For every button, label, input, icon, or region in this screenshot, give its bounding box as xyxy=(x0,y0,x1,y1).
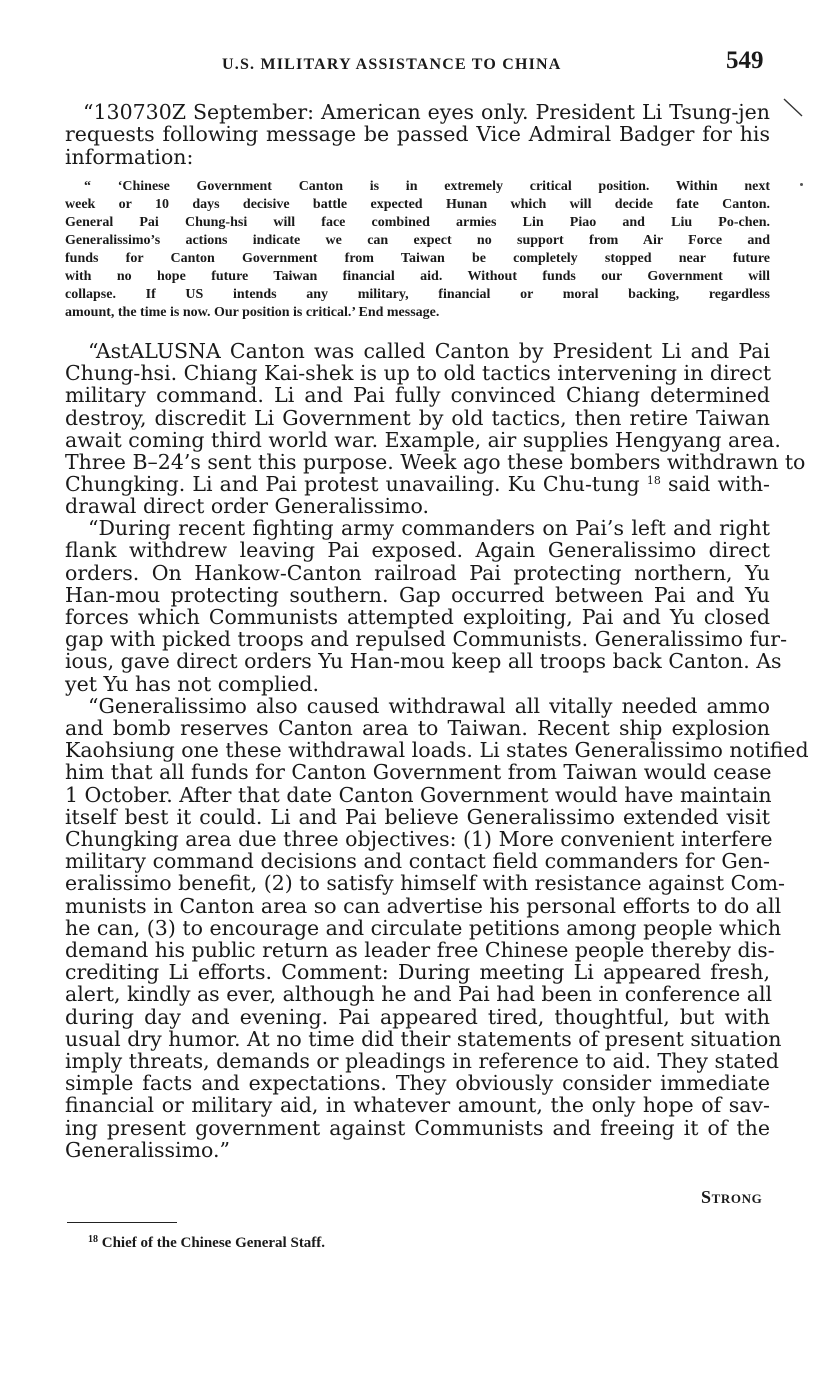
body-line: ing present government against Communists and freeing it of the xyxy=(65,1116,770,1140)
body-line: crediting Li efforts. Comment: During meeting Li appeared fresh, xyxy=(65,960,770,984)
body-line: him that all funds for Canton Government from Taiwan would cease xyxy=(65,760,772,784)
body-line: Kaohsiung one these withdrawal loads. Li states Generalissimo notified xyxy=(65,738,809,762)
body-line: Han-mou protecting southern. Gap occurred between Pai and Yu xyxy=(65,583,770,607)
body-line: military command. Li and Pai fully convinced Chiang determined xyxy=(65,383,770,407)
body-line: await coming third world war. Example, air supplies Hengyang area. xyxy=(65,428,781,452)
quote-line: Generalissimo’s actions indicate we can expect no support from Air Force and xyxy=(65,233,770,248)
body-line: itself best it could. Li and Pai believe Generalissimo extended visit xyxy=(65,805,770,829)
margin-pencil-mark xyxy=(782,97,804,119)
body-line: Generalissimo.” xyxy=(65,1138,230,1162)
body-line: eralissimo benefit, (2) to satisfy himself with resistance against Com- xyxy=(65,871,785,895)
quote-line: amount, the time is now. Our position is critical.’ End message. xyxy=(65,305,440,320)
quote-line: week or 10 days decisive battle expected Hunan which will decide fate Canton. xyxy=(65,197,770,212)
body-line: munists in Canton area so can advertise his personal efforts to do all xyxy=(65,894,782,918)
body-line: destroy, discredit Li Government by old tactics, then retire Taiwan xyxy=(65,406,770,430)
page-number: 549 xyxy=(726,47,764,74)
footnote-rule xyxy=(67,1222,177,1223)
body-line: demand his public return as leader free Chinese people thereby dis- xyxy=(65,938,775,962)
body-line: forces which Communists attempted exploiting, Pai and Yu closed xyxy=(65,605,770,629)
body-line: imply threats, demands or pleadings in reference to aid. They stated xyxy=(65,1049,779,1073)
body-text: Chungking. Li and Pai protest unavailing. Ku Chu-tung xyxy=(65,472,640,496)
body-line: he can, (3) to encourage and circulate petitions among people which xyxy=(65,916,782,940)
body-line: gap with picked troops and repulsed Communists. Generalissimo fur- xyxy=(65,627,788,651)
body-line: “AstALUSNA Canton was called Canton by President Li and Pai xyxy=(88,339,770,363)
running-head: U.S. MILITARY ASSISTANCE TO CHINA xyxy=(222,56,562,73)
body-line: flank withdrew leaving Pai exposed. Again Generalissimo direct xyxy=(65,538,770,562)
footnote-ref-18: 18 xyxy=(646,474,661,487)
footnote-18 xyxy=(88,1235,325,1252)
body-line: drawal direct order Generalissimo. xyxy=(65,494,430,518)
body-line: “During recent fighting army commanders on Pai’s left and right xyxy=(88,516,770,540)
body-line: Three B–24’s sent this purpose. Week ago these bombers withdrawn to xyxy=(65,450,806,474)
body-line: Chungking area due three objectives: (1) More convenient interfere xyxy=(65,827,773,851)
quote-line: General Pai Chung-hsi will face combined armies Lin Piao and Liu Po-chen. xyxy=(65,215,770,230)
margin-dot-mark xyxy=(800,183,803,186)
lead-line: information: xyxy=(65,145,194,169)
body-text: said with- xyxy=(660,472,770,496)
quote-line: collapse. If US intends any military, financial or moral backing, regardless xyxy=(65,287,770,302)
signature xyxy=(701,1187,762,1208)
quote-line: funds for Canton Government from Taiwan be completely stopped near future xyxy=(65,251,770,266)
body-line-with-footnote-ref xyxy=(65,472,770,496)
body-line: simple facts and expectations. They obviously consider immediate xyxy=(65,1071,770,1095)
body-line: yet Yu has not complied. xyxy=(65,672,319,696)
body-line: ious, gave direct orders Yu Han-mou keep all troops back Canton. As xyxy=(65,649,782,673)
quote-line: “ ‘Chinese Government Canton is in extremely critical position. Within next xyxy=(84,179,770,194)
body-line: “Generalissimo also caused withdrawal all vitally needed ammo xyxy=(88,694,770,718)
body-line: usual dry humor. At no time did their statements of present situation xyxy=(65,1027,782,1051)
body-line: military command decisions and contact field commanders for Gen- xyxy=(65,849,770,873)
lead-line: requests following message be passed Vice Admiral Badger for his xyxy=(65,122,770,146)
footnote-text: Chief of the Chinese General Staff. xyxy=(98,1235,326,1251)
body-line: during day and evening. Pai appeared tired, thoughtful, but with xyxy=(65,1005,770,1029)
lead-line: “130730Z September: American eyes only. President Li Tsung-jen xyxy=(83,100,770,124)
body-line: 1 October. After that date Canton Government would have maintain xyxy=(65,783,772,807)
body-line: orders. On Hankow-Canton railroad Pai protecting northern, Yu xyxy=(65,561,770,585)
body-line: financial or military aid, in whatever amount, the only hope of sav- xyxy=(65,1093,770,1117)
footnote-marker: 18 xyxy=(88,1234,98,1245)
signature-text: Strong xyxy=(701,1187,763,1207)
quote-line: with no hope future Taiwan financial aid. Without funds our Government will xyxy=(65,269,770,284)
body-line: and bomb reserves Canton area to Taiwan. Recent ship explosion xyxy=(65,716,770,740)
body-line: alert, kindly as ever, although he and Pai had been in conference all xyxy=(65,982,773,1006)
body-line: Chung-hsi. Chiang Kai-shek is up to old tactics intervening in direct xyxy=(65,361,772,385)
